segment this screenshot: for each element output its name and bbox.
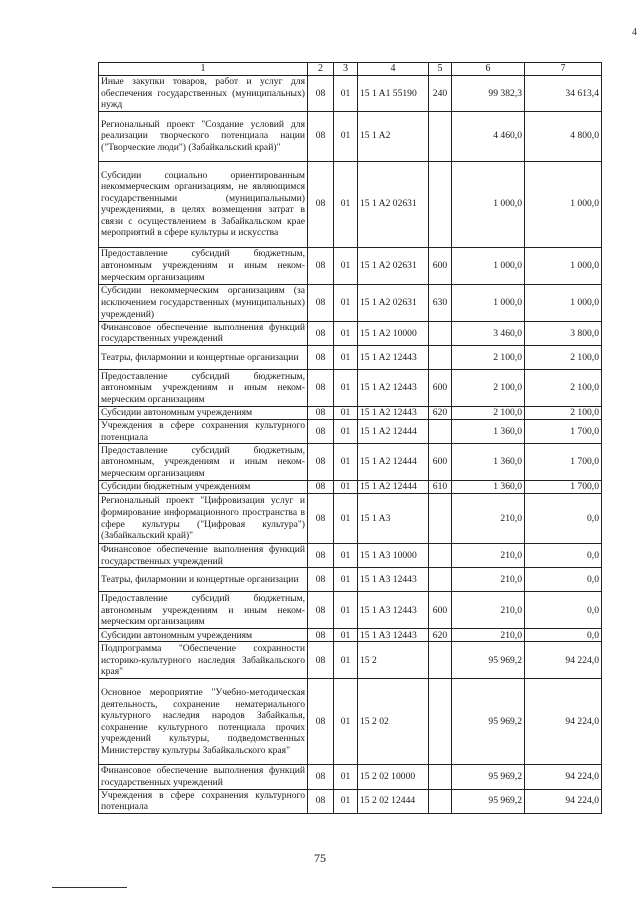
table-row: [99, 789, 602, 813]
row-name: Предоставление субсидий бюджетным, автономным учреждениям и иным некоммерческим организациям: [99, 247, 308, 284]
expense-type-code: [429, 679, 452, 765]
expense-type-code: 600: [429, 592, 452, 629]
table-row: [99, 444, 602, 481]
subsection-code: 01: [334, 76, 358, 112]
table-header-row: [99, 63, 602, 76]
row-name: Предоставление субсидий бюджетным, автономным, учреждениям и иным некоммерческим организациям: [99, 444, 308, 481]
section-code: 08: [308, 629, 334, 642]
amount-year-2: 1 000,0: [525, 247, 602, 284]
amount-year-1: 210,0: [452, 568, 525, 592]
target-article-code: 15 1 A2 12444: [358, 419, 429, 443]
target-article-code: 15 2 02 10000: [358, 765, 429, 789]
row-name: Субсидии бюджетным учреждениям: [99, 481, 308, 494]
amount-year-2: 2 100,0: [525, 406, 602, 419]
row-name: Предоставление субсидий бюджетным, автономным учреждениям и иным некоммерческим организациям: [99, 369, 308, 406]
subsection-code: 01: [334, 444, 358, 481]
row-name: Театры, филармонии и концертные организации: [99, 345, 308, 369]
amount-year-2: 0,0: [525, 494, 602, 544]
amount-year-2: 1 700,0: [525, 444, 602, 481]
column-header: 3: [334, 63, 358, 76]
amount-year-2: 1 700,0: [525, 419, 602, 443]
column-header: 4: [358, 63, 429, 76]
section-code: 08: [308, 494, 334, 544]
expense-type-code: 600: [429, 247, 452, 284]
amount-year-2: 0,0: [525, 629, 602, 642]
subsection-code: 01: [334, 419, 358, 443]
subsection-code: 01: [334, 161, 358, 247]
table-row: [99, 642, 602, 679]
row-name: Региональный проект "Создание условий для реализации творческого потенциала нации ("Творческие люди") (Забайкальский край)": [99, 111, 308, 161]
target-article-code: 15 2 02: [358, 679, 429, 765]
table-row: [99, 161, 602, 247]
target-article-code: 15 1 A3 12443: [358, 629, 429, 642]
amount-year-2: 0,0: [525, 592, 602, 629]
table-row: [99, 321, 602, 345]
row-name: Учреждения в сфере сохранения культурного потенциала: [99, 419, 308, 443]
row-name: Субсидии автономным учреждениям: [99, 629, 308, 642]
target-article-code: 15 1 A2: [358, 111, 429, 161]
target-article-code: 15 1 A2 10000: [358, 321, 429, 345]
amount-year-2: 0,0: [525, 568, 602, 592]
amount-year-1: 95 969,2: [452, 679, 525, 765]
section-code: 08: [308, 247, 334, 284]
column-header: 1: [99, 63, 308, 76]
page-number: 75: [314, 851, 326, 865]
target-article-code: 15 1 A2 02631: [358, 247, 429, 284]
target-article-code: 15 2 02 12444: [358, 789, 429, 813]
table-row: [99, 111, 602, 161]
amount-year-2: 94 224,0: [525, 765, 602, 789]
amount-year-2: 1 000,0: [525, 161, 602, 247]
subsection-code: 01: [334, 369, 358, 406]
amount-year-2: 4 800,0: [525, 111, 602, 161]
section-code: 08: [308, 345, 334, 369]
section-code: 08: [308, 369, 334, 406]
amount-year-1: 2 100,0: [452, 369, 525, 406]
section-code: 08: [308, 679, 334, 765]
amount-year-2: 94 224,0: [525, 679, 602, 765]
section-code: 08: [308, 161, 334, 247]
expense-type-code: 600: [429, 444, 452, 481]
section-code: 08: [308, 76, 334, 112]
row-name: Подпрограмма "Обеспечение сохранности историко-культурного наследия Забайкальского края": [99, 642, 308, 679]
row-name: Субсидии автономным учреждениям: [99, 406, 308, 419]
amount-year-2: 2 100,0: [525, 369, 602, 406]
amount-year-1: 99 382,3: [452, 76, 525, 112]
section-code: 08: [308, 406, 334, 419]
expense-type-code: 600: [429, 369, 452, 406]
table-row: [99, 76, 602, 112]
expense-type-code: [429, 789, 452, 813]
expense-type-code: [429, 642, 452, 679]
row-name: Региональный проект "Цифровизация услуг и формирование информационного пространства в сфере культуры ("Цифровая культура") (Забайкальский край)": [99, 494, 308, 544]
row-name: Учреждения в сфере сохранения культурного потенциала: [99, 789, 308, 813]
target-article-code: 15 1 A2 12443: [358, 369, 429, 406]
column-header: 2: [308, 63, 334, 76]
subsection-code: 01: [334, 765, 358, 789]
amount-year-2: 1 700,0: [525, 481, 602, 494]
subsection-code: 01: [334, 592, 358, 629]
row-name: Театры, филармонии и концертные организации: [99, 568, 308, 592]
budget-table: [98, 62, 602, 814]
section-code: 08: [308, 321, 334, 345]
subsection-code: 01: [334, 247, 358, 284]
amount-year-1: 3 460,0: [452, 321, 525, 345]
subsection-code: 01: [334, 629, 358, 642]
amount-year-2: 34 613,4: [525, 76, 602, 112]
subsection-code: 01: [334, 642, 358, 679]
table-row: [99, 481, 602, 494]
section-code: 08: [308, 789, 334, 813]
target-article-code: 15 1 A2 12443: [358, 345, 429, 369]
section-code: 08: [308, 592, 334, 629]
target-article-code: 15 1 A2 02631: [358, 284, 429, 321]
amount-year-2: 3 800,0: [525, 321, 602, 345]
row-name: Финансовое обеспечение выполнения функций государственных учреждений: [99, 544, 308, 568]
expense-type-code: [429, 544, 452, 568]
amount-year-1: 1 000,0: [452, 284, 525, 321]
table-row: [99, 419, 602, 443]
amount-year-1: 210,0: [452, 494, 525, 544]
subsection-code: 01: [334, 321, 358, 345]
section-code: 08: [308, 765, 334, 789]
section-code: 08: [308, 481, 334, 494]
table-row: [99, 568, 602, 592]
row-name: Субсидии некоммерческим организациям (за исключением государственных (муниципальных) учреждений): [99, 284, 308, 321]
table-row: [99, 345, 602, 369]
section-code: 08: [308, 568, 334, 592]
row-name: Финансовое обеспечение выполнения функций государственных учреждений: [99, 321, 308, 345]
target-article-code: 15 1 A2 12444: [358, 444, 429, 481]
target-article-code: 15 1 A2 02631: [358, 161, 429, 247]
section-code: 08: [308, 419, 334, 443]
expense-type-code: [429, 568, 452, 592]
table-row: [99, 284, 602, 321]
amount-year-2: 94 224,0: [525, 789, 602, 813]
expense-type-code: [429, 321, 452, 345]
subsection-code: 01: [334, 679, 358, 765]
section-code: 08: [308, 544, 334, 568]
subsection-code: 01: [334, 789, 358, 813]
amount-year-2: 2 100,0: [525, 345, 602, 369]
amount-year-1: 1 000,0: [452, 161, 525, 247]
amount-year-1: 1 000,0: [452, 247, 525, 284]
section-code: 08: [308, 111, 334, 161]
subsection-code: 01: [334, 481, 358, 494]
target-article-code: 15 1 A3 12443: [358, 592, 429, 629]
column-header: 7: [525, 63, 602, 76]
table-row: [99, 629, 602, 642]
amount-year-1: 95 969,2: [452, 642, 525, 679]
row-name: Финансовое обеспечение выполнения функций государственных учреждений: [99, 765, 308, 789]
subsection-code: 01: [334, 284, 358, 321]
table-row: [99, 765, 602, 789]
table-body: [99, 63, 602, 814]
expense-type-code: 620: [429, 406, 452, 419]
table-row: [99, 592, 602, 629]
table-row: [99, 369, 602, 406]
expense-type-code: 620: [429, 629, 452, 642]
row-name: Иные закупки товаров, работ и услуг для обеспечения государственных (муниципальных) нужд: [99, 76, 308, 112]
target-article-code: 15 1 A3: [358, 494, 429, 544]
amount-year-1: 4 460,0: [452, 111, 525, 161]
expense-type-code: [429, 161, 452, 247]
amount-year-2: 94 224,0: [525, 642, 602, 679]
table-row: [99, 406, 602, 419]
expense-type-code: 610: [429, 481, 452, 494]
amount-year-1: 210,0: [452, 544, 525, 568]
column-header: 6: [452, 63, 525, 76]
subsection-code: 01: [334, 544, 358, 568]
target-article-code: 15 1 A3 12443: [358, 568, 429, 592]
expense-type-code: [429, 494, 452, 544]
row-name: Основное мероприятие "Учебно-методическая деятельность, сохранение нематериального культурного наследия народов Забайкалья, сохранение культурного потенциала прочих учреждений культуры, подведомственных Министерству культуры Забайкальского края": [99, 679, 308, 765]
target-article-code: 15 1 A2 12444: [358, 481, 429, 494]
amount-year-1: 210,0: [452, 629, 525, 642]
target-article-code: 15 1 A2 12443: [358, 406, 429, 419]
target-article-code: 15 1 A1 55190: [358, 76, 429, 112]
column-header: 5: [429, 63, 452, 76]
row-name: Субсидии социально ориентированным некоммерческим организациям, не являющимся государственными (муниципальными) учреждениями, в целях возмещения затрат в связи с осуществлением в Забайкальском крае мероприятий в сфере культуры и искусства: [99, 161, 308, 247]
expense-type-code: [429, 419, 452, 443]
amount-year-1: 1 360,0: [452, 444, 525, 481]
subsection-code: 01: [334, 568, 358, 592]
expense-type-code: [429, 765, 452, 789]
amount-year-1: 1 360,0: [452, 419, 525, 443]
amount-year-1: 1 360,0: [452, 481, 525, 494]
subsection-code: 01: [334, 406, 358, 419]
section-code: 08: [308, 642, 334, 679]
section-code: 08: [308, 284, 334, 321]
amount-year-2: 0,0: [525, 544, 602, 568]
target-article-code: 15 2: [358, 642, 429, 679]
target-article-code: 15 1 A3 10000: [358, 544, 429, 568]
amount-year-1: 95 969,2: [452, 765, 525, 789]
table-row: [99, 679, 602, 765]
page-edge-mark: 4: [632, 27, 637, 38]
section-code: 08: [308, 444, 334, 481]
subsection-code: 01: [334, 494, 358, 544]
table-row: [99, 544, 602, 568]
amount-year-1: 210,0: [452, 592, 525, 629]
row-name: Предоставление субсидий бюджетным, автономным учреждениям и иным некоммерческим организациям: [99, 592, 308, 629]
amount-year-1: 2 100,0: [452, 345, 525, 369]
expense-type-code: 240: [429, 76, 452, 112]
expense-type-code: 630: [429, 284, 452, 321]
table-row: [99, 247, 602, 284]
footnote-rule: [52, 887, 127, 888]
expense-type-code: [429, 345, 452, 369]
amount-year-1: 95 969,2: [452, 789, 525, 813]
expense-type-code: [429, 111, 452, 161]
subsection-code: 01: [334, 111, 358, 161]
amount-year-1: 2 100,0: [452, 406, 525, 419]
amount-year-2: 1 000,0: [525, 284, 602, 321]
table-row: [99, 494, 602, 544]
subsection-code: 01: [334, 345, 358, 369]
